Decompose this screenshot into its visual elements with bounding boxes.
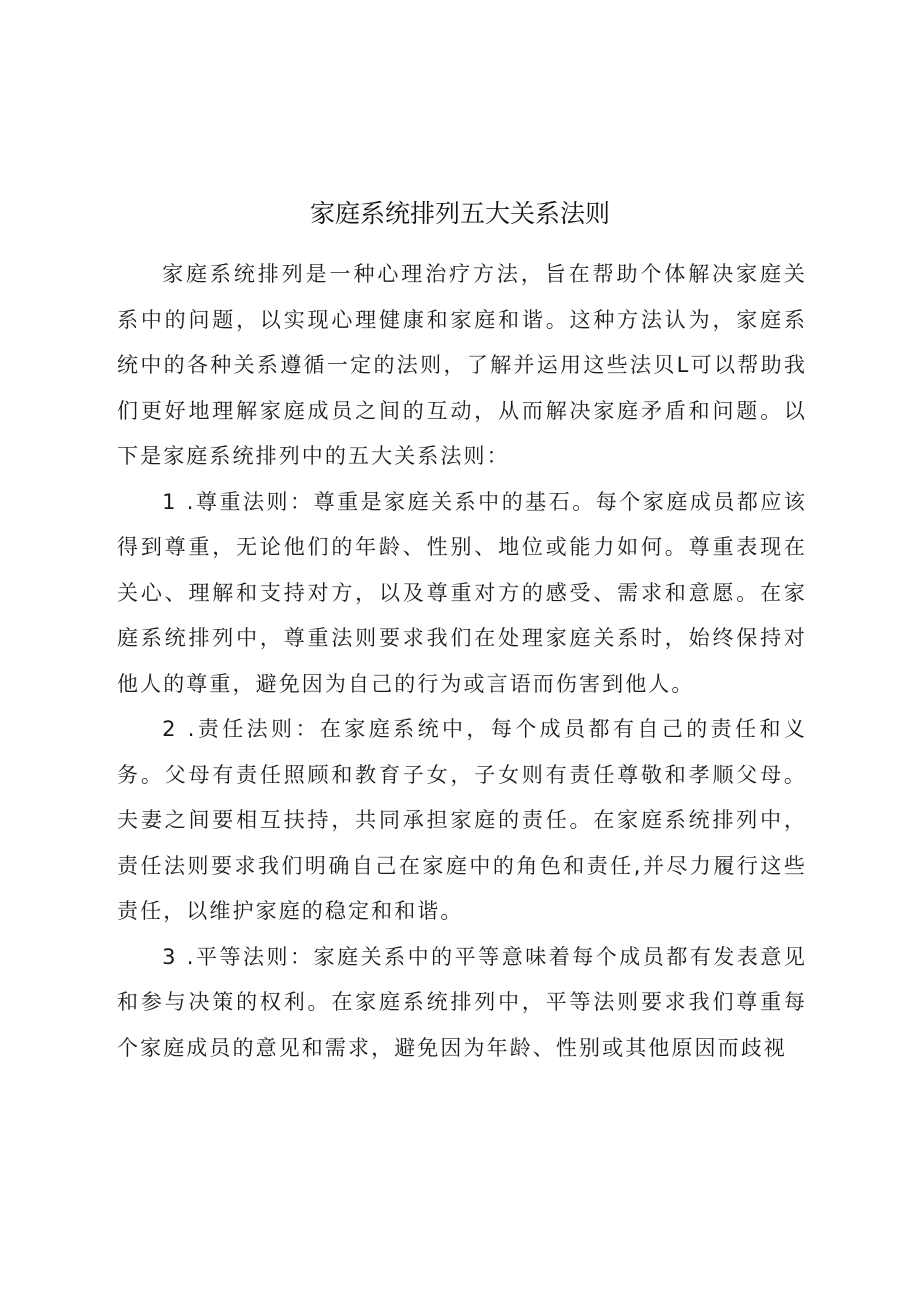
document-body <box>117 252 807 1071</box>
rule-2-paragraph: 2 .责任法则：在家庭系统中，每个成员都有自己的责任和义务。父母有责任照顾和教育子女，子女则有责任尊敬和孝顺父母。夫妻之间要相互扶持，共同承担家庭的责任。在家庭系统排列中，责任法则要求我们明确自己在家庭中的角色和责任,并尽力履行这些责任，以维护家庭的稳定和和谐。 <box>117 717 807 923</box>
intro-paragraph: 家庭系统排列是一种心理治疗方法，旨在帮助个体解决家庭关系中的问题，以实现心理健康和家庭和谐。这种方法认为，家庭系统中的各种关系遵循一定的法则，了解并运用这些法贝L可以帮助我们更好地理解家庭成员之间的互动，从而解决家庭矛盾和问题。以下是家庭系统排列中的五大关系法则： <box>117 262 807 468</box>
rule-1-paragraph: 1 .尊重法则：尊重是家庭关系中的基石。每个家庭成员都应该得到尊重，无论他们的年龄、性别、地位或能力如何。尊重表现在关心、理解和支持对方，以及尊重对方的感受、需求和意愿。在家庭系统排列中，尊重法则要求我们在处理家庭关系时，始终保持对他人的尊重，避免因为自己的行为或言语而伤害到他人。 <box>117 489 807 696</box>
rule-3-paragraph: 3 .平等法则：家庭关系中的平等意味着每个成员都有发表意见和参与决策的权利。在家庭系统排列中，平等法则要求我们尊重每个家庭成员的意见和需求，避免因为年龄、性别或其他原因而歧视 <box>117 944 807 1060</box>
document-title: 家庭系统排列五大关系法则 <box>309 199 610 228</box>
